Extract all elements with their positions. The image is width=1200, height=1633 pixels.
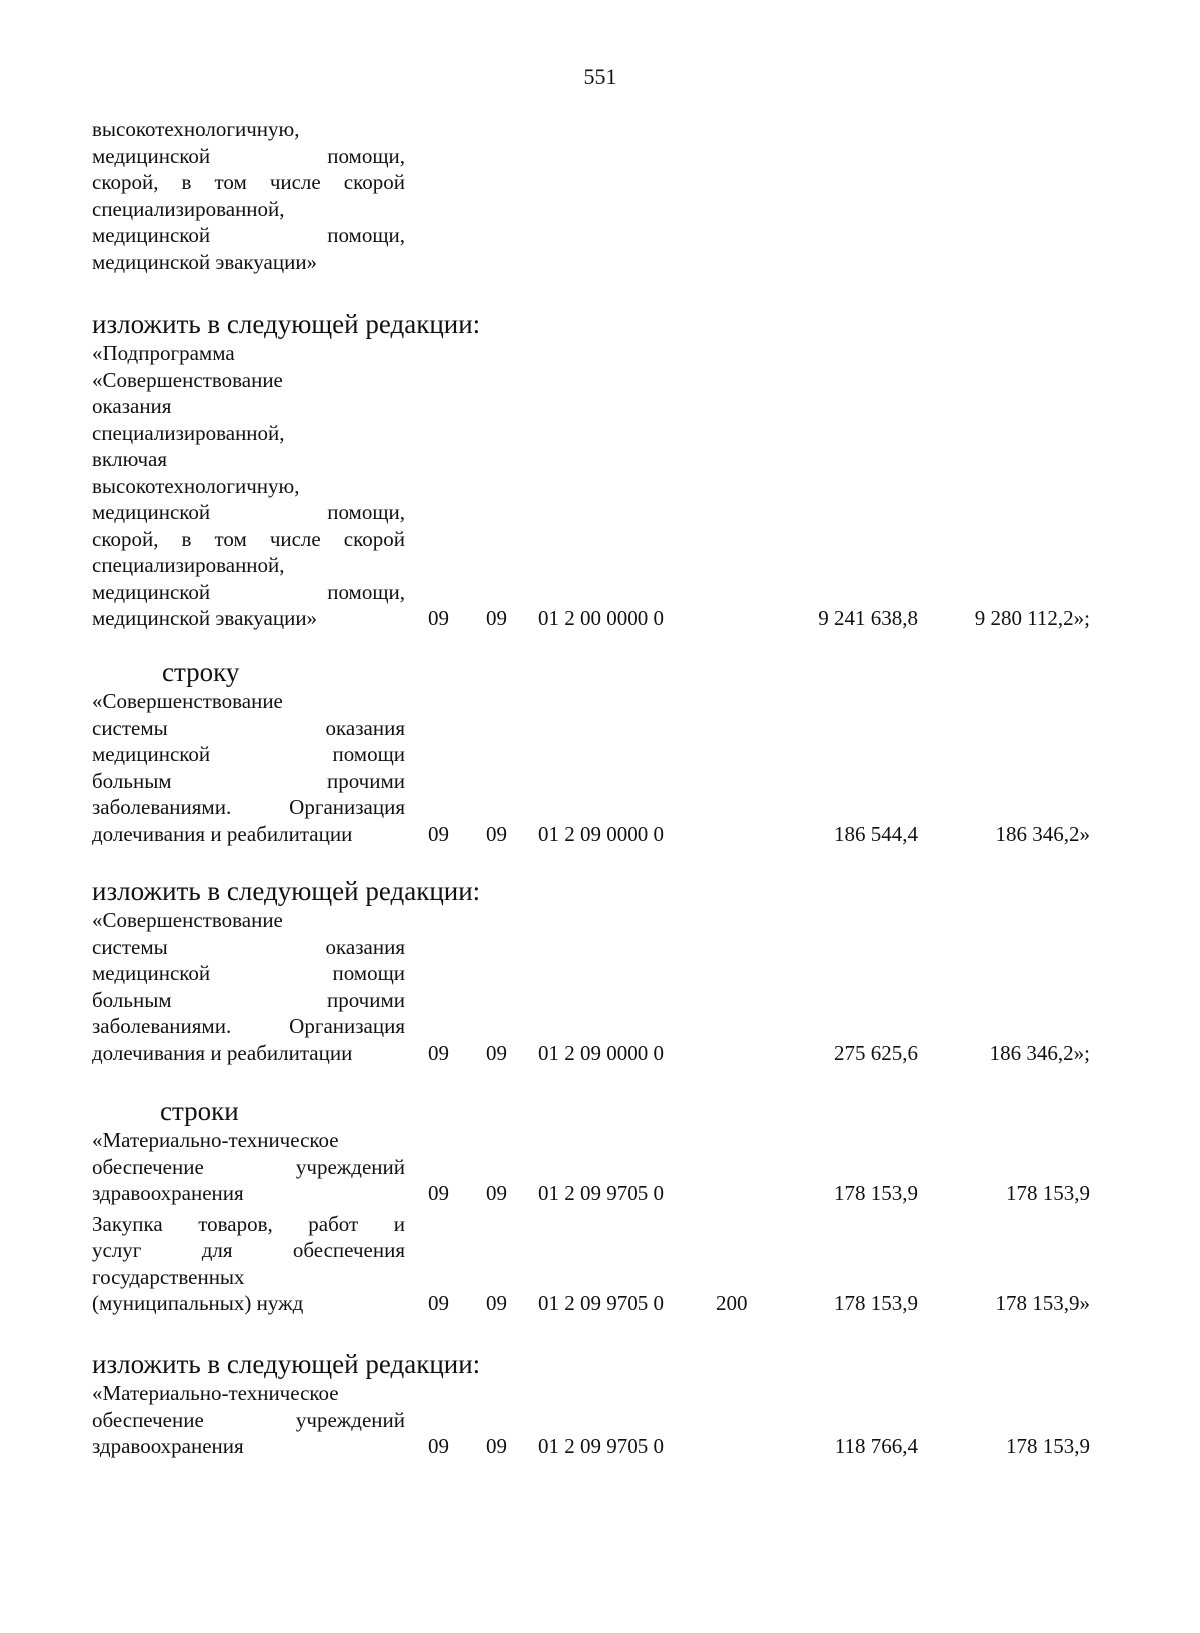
fragment-old-line: [92, 658, 1122, 847]
description-line: медицинской помощи,: [92, 579, 405, 604]
description-line: больным прочими: [92, 768, 405, 793]
description-line: обеспечение учреждений: [92, 1154, 405, 1179]
description-line: высокотехнологичную,: [92, 117, 300, 141]
budget-row: [92, 116, 1122, 275]
description-line: системы оказания: [92, 715, 405, 740]
description-line: специализированной,: [92, 196, 285, 221]
amount-year-2: 9 280 112,2»;: [974, 606, 1090, 630]
description-line: услуг для обеспечения: [92, 1238, 405, 1262]
section-heading: изложить в следующей редакции:: [92, 1349, 481, 1379]
section-code: 09: [428, 1040, 449, 1065]
description-line: медицинской помощи,: [92, 143, 405, 168]
row-description: [92, 340, 405, 632]
description-line: долечивания и реабилитации: [92, 821, 353, 846]
amount-year-2: 178 153,9: [1006, 1434, 1090, 1458]
section-code: 09: [428, 606, 449, 630]
amount-year-2: 178 153,9»: [995, 1291, 1090, 1315]
description-line: «Совершенствование: [92, 367, 283, 392]
subsection-code: 09: [486, 1040, 507, 1065]
section-code: 09: [428, 1181, 449, 1205]
description-line: медицинской помощи,: [92, 500, 405, 524]
target-article-code: 01 2 09 9705 0: [538, 1434, 664, 1458]
row-description: [92, 1211, 405, 1317]
description-line: (муниципальных) нужд: [92, 1291, 304, 1315]
target-article-code: 01 2 09 0000 0: [538, 821, 664, 846]
row-description: [92, 688, 405, 847]
subsection-code: 09: [486, 1181, 507, 1205]
row-description: [92, 116, 405, 275]
row-description: [92, 907, 405, 1066]
page-number: 551: [583, 64, 617, 89]
fragment-continuation: [92, 116, 1122, 275]
description-line: Закупка товаров, работ и: [92, 1211, 405, 1236]
description-line: скорой, в том числе скорой: [92, 526, 405, 551]
description-line: специализированной,: [92, 553, 285, 577]
section-heading: изложить в следующей редакции:: [92, 876, 481, 906]
budget-row: [92, 907, 1122, 1066]
description-line: «Подпрограмма: [92, 341, 235, 365]
description-line: заболеваниями. Организация: [92, 1014, 405, 1038]
budget-row: [92, 340, 1122, 632]
description-line: системы оказания: [92, 934, 405, 959]
budget-row: [92, 1211, 1122, 1317]
section-heading: строки: [160, 1096, 239, 1126]
description-line: здравоохранения: [92, 1181, 244, 1205]
expense-type-code: 200: [716, 1291, 748, 1315]
section-code: 09: [428, 1291, 449, 1315]
description-line: медицинской помощи: [92, 742, 405, 766]
target-article-code: 01 2 00 0000 0: [538, 606, 664, 630]
description-line: медицинской помощи: [92, 961, 405, 985]
target-article-code: 01 2 09 9705 0: [538, 1181, 664, 1205]
amount-year-2: 186 346,2»;: [989, 1040, 1090, 1065]
fragment-new-edition-rehab: [92, 877, 1122, 1066]
description-line: долечивания и реабилитации: [92, 1040, 353, 1065]
amount-year-1: 178 153,9: [834, 1181, 918, 1205]
description-line: обеспечение учреждений: [92, 1407, 405, 1432]
description-line: «Совершенствование: [92, 908, 283, 932]
fragment-new-edition-equipment: [92, 1350, 1122, 1460]
description-line: высокотехнологичную,: [92, 473, 300, 498]
amount-year-1: 178 153,9: [834, 1291, 918, 1315]
description-line: включая: [92, 447, 168, 471]
description-line: «Совершенствование: [92, 689, 283, 713]
section-code: 09: [428, 821, 449, 846]
row-description: [92, 1380, 405, 1460]
description-line: здравоохранения: [92, 1434, 244, 1458]
description-line: скорой, в том числе скорой: [92, 170, 405, 194]
amount-year-1: 9 241 638,8: [818, 606, 918, 630]
description-line: специализированной,: [92, 420, 285, 445]
fragment-old-lines: [92, 1097, 1122, 1317]
amount-year-1: 275 625,6: [834, 1040, 918, 1065]
subsection-code: 09: [486, 606, 507, 630]
row-description: [92, 1127, 405, 1207]
amount-year-2: 186 346,2»: [995, 821, 1090, 846]
description-line: оказания: [92, 394, 172, 418]
amount-year-1: 186 544,4: [834, 821, 918, 846]
budget-row: [92, 688, 1122, 847]
target-article-code: 01 2 09 0000 0: [538, 1040, 664, 1065]
target-article-code: 01 2 09 9705 0: [538, 1291, 664, 1315]
section-heading: строку: [162, 657, 240, 687]
subsection-code: 09: [486, 1291, 507, 1315]
description-line: медицинской эвакуации»: [92, 249, 318, 274]
description-line: медицинской эвакуации»: [92, 606, 318, 630]
section-heading: изложить в следующей редакции:: [92, 309, 481, 339]
description-line: государственных: [92, 1264, 245, 1289]
description-line: «Материально-техническое: [92, 1381, 339, 1405]
budget-row: [92, 1380, 1122, 1460]
description-line: «Материально-техническое: [92, 1128, 339, 1152]
amount-year-1: 118 766,4: [834, 1434, 918, 1458]
fragment-new-edition-subprogram: [92, 310, 1122, 632]
description-line: больным прочими: [92, 987, 405, 1012]
section-code: 09: [428, 1434, 449, 1458]
subsection-code: 09: [486, 821, 507, 846]
description-line: медицинской помощи,: [92, 223, 405, 247]
budget-row: [92, 1127, 1122, 1207]
amount-year-2: 178 153,9: [1006, 1181, 1090, 1205]
description-line: заболеваниями. Организация: [92, 795, 405, 819]
subsection-code: 09: [486, 1434, 507, 1458]
